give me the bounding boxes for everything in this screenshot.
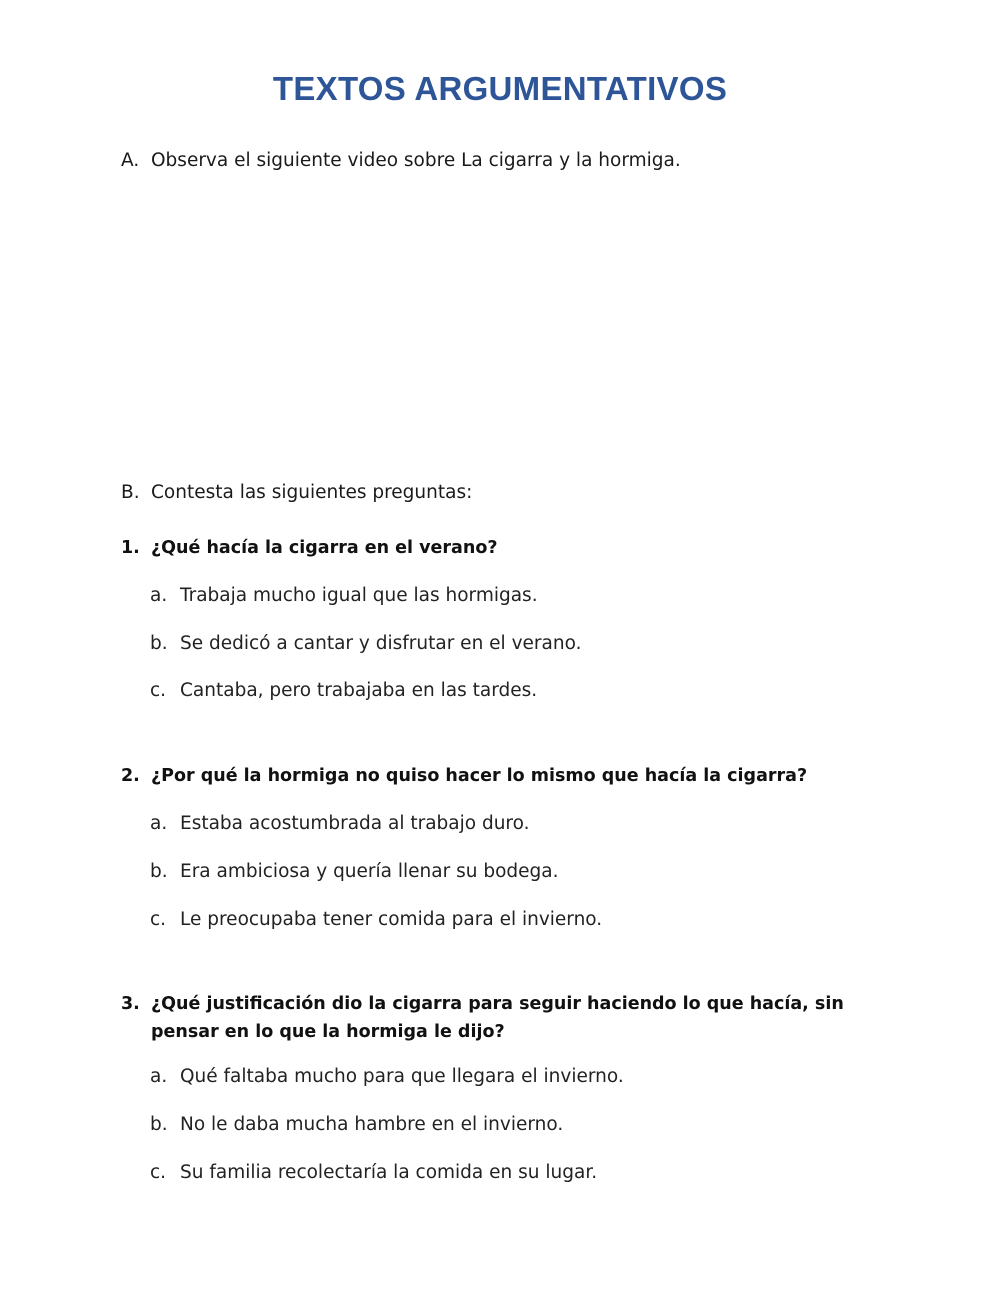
- question-2-option-a[interactable]: [150, 813, 530, 834]
- question-text: ¿Por qué la hormiga no quiso hacer lo mismo que hacía la cigarra?: [151, 766, 808, 786]
- option-letter: b.: [150, 1114, 168, 1135]
- option-letter: b.: [150, 861, 168, 882]
- question-2-option-b[interactable]: [150, 861, 558, 882]
- option-text: Trabaja mucho igual que las hormigas.: [180, 585, 538, 606]
- section-a-marker: A.: [121, 150, 140, 171]
- question-3: [121, 990, 911, 1046]
- question-3-option-c[interactable]: [150, 1162, 597, 1183]
- question-number: 2.: [121, 766, 140, 786]
- option-letter: c.: [150, 909, 167, 930]
- option-letter: b.: [150, 633, 168, 654]
- question-number: 3.: [121, 994, 140, 1014]
- option-text: Era ambiciosa y quería llenar su bodega.: [180, 861, 559, 882]
- option-letter: c.: [150, 1162, 167, 1183]
- option-text: Su familia recolectaría la comida en su lugar.: [180, 1162, 598, 1183]
- section-b: [121, 482, 472, 503]
- option-text: Se dedicó a cantar y disfrutar en el verano.: [180, 633, 582, 654]
- question-text: ¿Qué hacía la cigarra en el verano?: [151, 538, 498, 558]
- option-text: Estaba acostumbrada al trabajo duro.: [180, 813, 530, 834]
- option-text: Qué faltaba mucho para que llegara el invierno.: [180, 1066, 624, 1087]
- option-letter: c.: [150, 680, 167, 701]
- section-b-text: Contesta las siguientes preguntas:: [151, 482, 473, 503]
- question-text: ¿Qué justificación dio la cigarra para seguir haciendo lo que hacía, sin pensar en lo que la hormiga le dijo?: [151, 994, 844, 1042]
- question-3-option-b[interactable]: [150, 1114, 563, 1135]
- option-text: Cantaba, pero trabajaba en las tardes.: [180, 680, 538, 701]
- section-a-text: Observa el siguiente video sobre La cigarra y la hormiga.: [151, 150, 681, 171]
- video-placeholder[interactable]: [150, 195, 850, 465]
- question-1-option-b[interactable]: [150, 633, 581, 654]
- question-1-option-a[interactable]: [150, 585, 538, 606]
- option-text: Le preocupaba tener comida para el invierno.: [180, 909, 603, 930]
- page-title: TEXTOS ARGUMENTATIVOS: [272, 70, 728, 107]
- question-3-option-a[interactable]: [150, 1066, 624, 1087]
- section-a: [121, 150, 681, 171]
- option-text: No le daba mucha hambre en el invierno.: [180, 1114, 564, 1135]
- section-b-marker: B.: [121, 482, 140, 503]
- question-1-option-c[interactable]: [150, 680, 537, 701]
- option-letter: a.: [150, 1066, 168, 1087]
- option-letter: a.: [150, 585, 168, 606]
- question-2: [121, 762, 911, 790]
- question-1: [121, 534, 911, 562]
- question-number: 1.: [121, 538, 140, 558]
- option-letter: a.: [150, 813, 168, 834]
- question-2-option-c[interactable]: [150, 909, 602, 930]
